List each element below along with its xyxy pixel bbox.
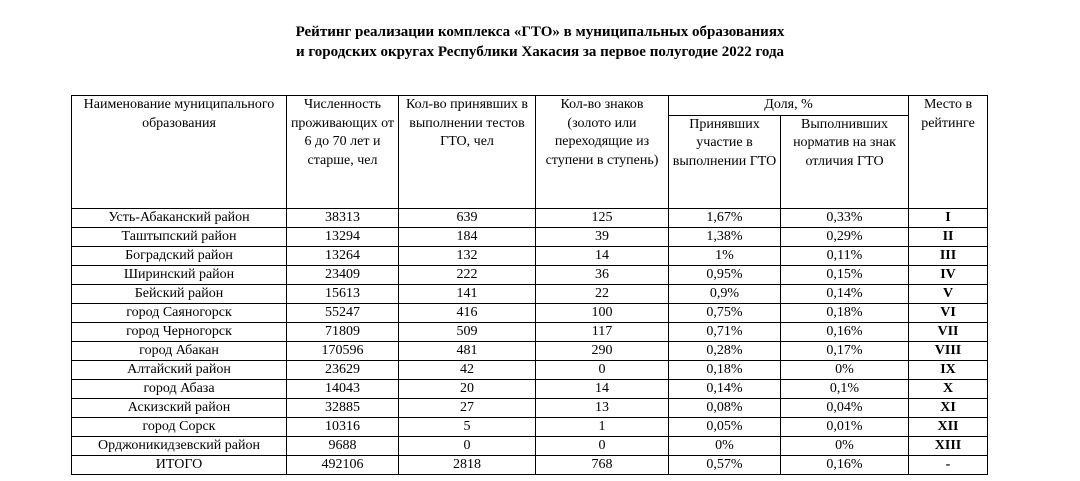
cell-population: 10316 [287, 417, 399, 436]
cell-badges: 0 [536, 436, 669, 455]
cell-share-participants: 1% [669, 246, 781, 265]
cell-participants: 416 [399, 303, 536, 322]
cell-name: город Саяногорск [72, 303, 287, 322]
cell-name: город Сорск [72, 417, 287, 436]
cell-share-badges: 0,33% [781, 208, 909, 227]
title-line-2: и городских округах Республики Хакасия за первое полугодие 2022 года [295, 44, 785, 60]
rating-table [71, 95, 988, 475]
table-row [72, 417, 988, 436]
table-row [72, 341, 988, 360]
cell-rank: XIII [909, 436, 988, 455]
table-row [72, 455, 988, 474]
cell-participants: 132 [399, 246, 536, 265]
cell-participants: 20 [399, 379, 536, 398]
table-row [72, 303, 988, 322]
cell-participants: 481 [399, 341, 536, 360]
cell-badges: 14 [536, 379, 669, 398]
cell-population: 71809 [287, 322, 399, 341]
cell-badges: 117 [536, 322, 669, 341]
cell-name: ИТОГО [72, 455, 287, 474]
cell-rank: VI [909, 303, 988, 322]
cell-rank: III [909, 246, 988, 265]
cell-share-participants: 0,14% [669, 379, 781, 398]
header-participants: Кол-во принявших в выполнении тестов ГТО, чел [399, 96, 536, 209]
table-body [72, 208, 988, 474]
cell-name: город Черногорск [72, 322, 287, 341]
cell-rank: XII [909, 417, 988, 436]
cell-share-badges: 0,1% [781, 379, 909, 398]
cell-rank: IX [909, 360, 988, 379]
cell-share-badges: 0,18% [781, 303, 909, 322]
cell-badges: 36 [536, 265, 669, 284]
cell-population: 13264 [287, 246, 399, 265]
table-row [72, 360, 988, 379]
cell-participants: 0 [399, 436, 536, 455]
table-row [72, 208, 988, 227]
cell-rank: X [909, 379, 988, 398]
header-population: Численность проживающих от 6 до 70 лет и старше, чел [287, 96, 399, 209]
cell-share-participants: 0,9% [669, 284, 781, 303]
cell-share-participants: 1,67% [669, 208, 781, 227]
cell-participants: 184 [399, 227, 536, 246]
cell-share-badges: 0,16% [781, 322, 909, 341]
cell-share-badges: 0,15% [781, 265, 909, 284]
cell-badges: 39 [536, 227, 669, 246]
cell-share-badges: 0% [781, 436, 909, 455]
cell-share-participants: 0,28% [669, 341, 781, 360]
cell-name: Алтайский район [72, 360, 287, 379]
header-share-participants: Принявших участие в выполнении ГТО [669, 115, 781, 208]
table-row [72, 379, 988, 398]
table-row [72, 227, 988, 246]
cell-participants: 5 [399, 417, 536, 436]
table-row [72, 246, 988, 265]
cell-rank: V [909, 284, 988, 303]
cell-share-badges: 0,29% [781, 227, 909, 246]
cell-share-participants: 0,57% [669, 455, 781, 474]
cell-rank: IV [909, 265, 988, 284]
cell-badges: 1 [536, 417, 669, 436]
cell-participants: 509 [399, 322, 536, 341]
cell-badges: 0 [536, 360, 669, 379]
cell-share-badges: 0,01% [781, 417, 909, 436]
cell-participants: 222 [399, 265, 536, 284]
cell-participants: 141 [399, 284, 536, 303]
document-title [0, 22, 1080, 62]
cell-badges: 13 [536, 398, 669, 417]
cell-rank: VIII [909, 341, 988, 360]
cell-share-participants: 0,08% [669, 398, 781, 417]
table-row [72, 284, 988, 303]
cell-participants: 42 [399, 360, 536, 379]
cell-badges: 22 [536, 284, 669, 303]
table-row [72, 265, 988, 284]
cell-participants: 27 [399, 398, 536, 417]
cell-population: 9688 [287, 436, 399, 455]
cell-rank: - [909, 455, 988, 474]
cell-share-badges: 0,16% [781, 455, 909, 474]
cell-share-participants: 0% [669, 436, 781, 455]
cell-rank: VII [909, 322, 988, 341]
header-name: Наименование муниципального образования [72, 96, 287, 209]
cell-population: 23409 [287, 265, 399, 284]
cell-badges: 125 [536, 208, 669, 227]
cell-population: 13294 [287, 227, 399, 246]
cell-name: Ширинский район [72, 265, 287, 284]
cell-share-participants: 0,75% [669, 303, 781, 322]
cell-population: 32885 [287, 398, 399, 417]
cell-name: Усть-Абаканский район [72, 208, 287, 227]
header-share: Доля, % [669, 96, 909, 116]
cell-rank: II [909, 227, 988, 246]
cell-population: 55247 [287, 303, 399, 322]
cell-share-participants: 0,05% [669, 417, 781, 436]
header-rank: Место в рейтинге [909, 96, 988, 209]
header-badges: Кол-во знаков (золото или переходящие из ступени в ступень) [536, 96, 669, 209]
cell-share-participants: 0,71% [669, 322, 781, 341]
cell-badges: 100 [536, 303, 669, 322]
cell-name: город Абаза [72, 379, 287, 398]
cell-population: 23629 [287, 360, 399, 379]
header-share-badges: Выполнивших норматив на знак отличия ГТО [781, 115, 909, 208]
cell-rank: I [909, 208, 988, 227]
cell-share-badges: 0,17% [781, 341, 909, 360]
cell-name: город Абакан [72, 341, 287, 360]
cell-population: 492106 [287, 455, 399, 474]
cell-share-badges: 0% [781, 360, 909, 379]
cell-name: Аскизский район [72, 398, 287, 417]
cell-participants: 639 [399, 208, 536, 227]
cell-rank: XI [909, 398, 988, 417]
cell-badges: 14 [536, 246, 669, 265]
cell-share-participants: 0,18% [669, 360, 781, 379]
cell-badges: 290 [536, 341, 669, 360]
cell-population: 170596 [287, 341, 399, 360]
cell-badges: 768 [536, 455, 669, 474]
cell-population: 38313 [287, 208, 399, 227]
cell-share-participants: 0,95% [669, 265, 781, 284]
table-row [72, 398, 988, 417]
title-line-1: Рейтинг реализации комплекса «ГТО» в муниципальных образованиях [295, 24, 785, 40]
cell-population: 15613 [287, 284, 399, 303]
table-row [72, 436, 988, 455]
cell-name: Таштыпский район [72, 227, 287, 246]
cell-share-badges: 0,11% [781, 246, 909, 265]
cell-name: Бейский район [72, 284, 287, 303]
cell-population: 14043 [287, 379, 399, 398]
table-row [72, 322, 988, 341]
cell-name: Боградский район [72, 246, 287, 265]
cell-share-badges: 0,14% [781, 284, 909, 303]
cell-participants: 2818 [399, 455, 536, 474]
cell-name: Орджоникидзевский район [72, 436, 287, 455]
cell-share-participants: 1,38% [669, 227, 781, 246]
cell-share-badges: 0,04% [781, 398, 909, 417]
